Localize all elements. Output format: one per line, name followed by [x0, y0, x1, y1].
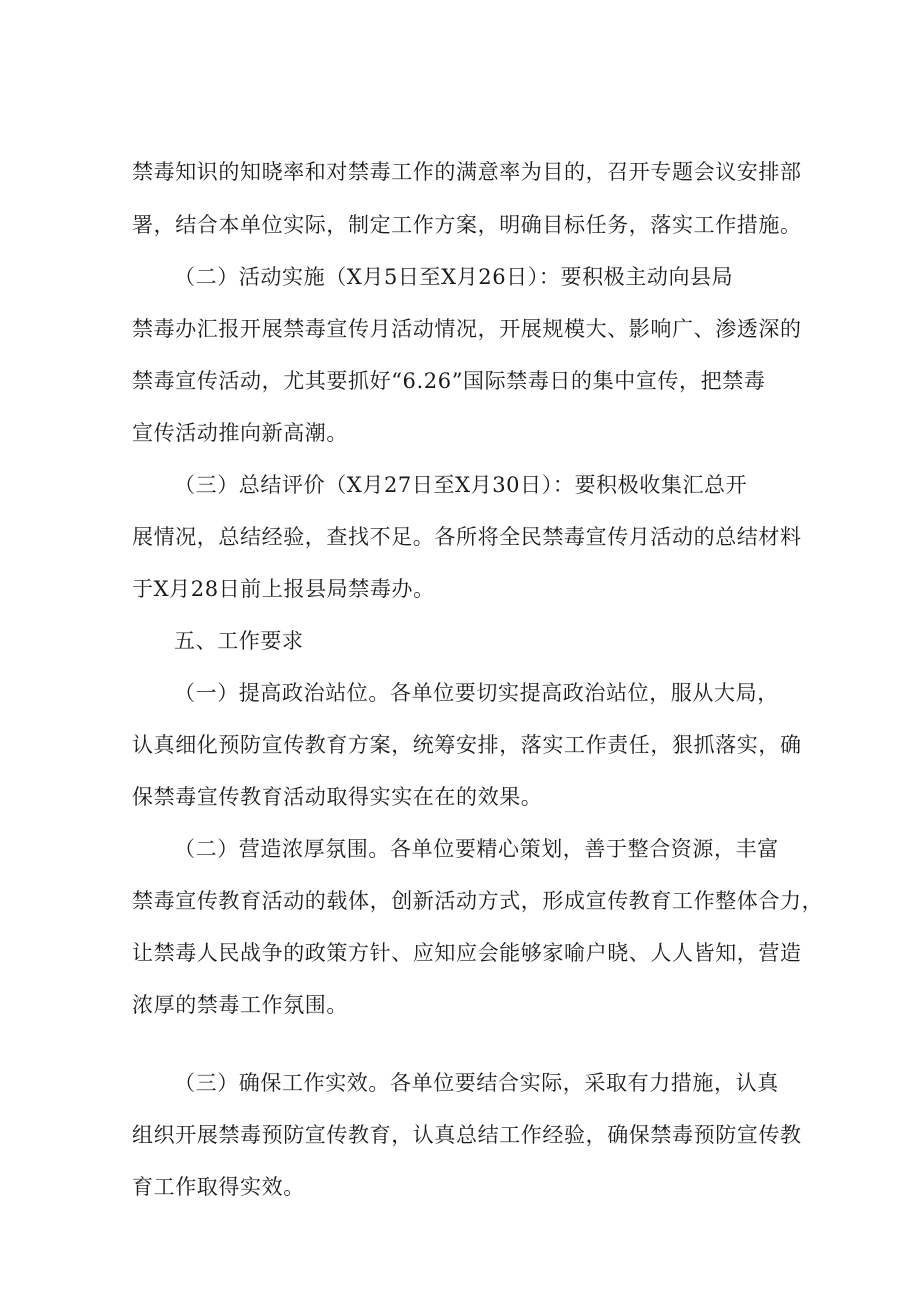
section-5-1-first-line: （一）提高政治站位。各单位要切实提高政治站位，服从大局，	[174, 681, 779, 705]
body-text-line: 组织开展禁毒预防宣传教育，认真总结工作经验，确保禁毒预防宣传教	[132, 1123, 802, 1147]
body-text-line: 展情况，总结经验，查找不足。各所将全民禁毒宣传月活动的总结材料	[132, 525, 802, 549]
body-text-line: 于X月28日前上报县局禁毒办。	[132, 577, 435, 601]
section-5-3-first-line: （三）确保工作实效。各单位要结合实际，采取有力措施，认真	[174, 1071, 779, 1095]
section-2-3-first-line: （三）总结评价（X月27日至X月30日）：要积极收集汇总开	[174, 473, 748, 497]
section-5-2-first-line: （二）营造浓厚氛围。各单位要精心策划，善于整合资源，丰富	[174, 837, 779, 861]
section-2-2-first-line: （二）活动实施（X月5日至X月26日）：要积极主动向县局	[174, 265, 734, 289]
body-text-line: 禁毒宣传教育活动的载体，创新活动方式，形成宣传教育工作整体合力，	[132, 889, 824, 913]
body-text-line: 禁毒办汇报开展禁毒宣传月活动情况，开展规模大、影响广、渗透深的	[132, 317, 802, 341]
body-text-line: 浓厚的禁毒工作氛围。	[132, 993, 348, 1017]
body-text-line: 保禁毒宣传教育活动取得实实在在的效果。	[132, 785, 543, 809]
body-text-line: 禁毒知识的知晓率和对禁毒工作的满意率为目的，召开专题会议安排部	[132, 160, 802, 184]
body-text-line: 育工作取得实效。	[132, 1175, 305, 1199]
body-text-line: 署，结合本单位实际，制定工作方案，明确目标任务，落实工作措施。	[132, 213, 802, 237]
body-text-line: 禁毒宣传活动，尤其要抓好“6.26”国际禁毒日的集中宣传，把禁毒	[132, 369, 766, 393]
body-text-line: 认真细化预防宣传教育方案，统筹安排，落实工作责任，狠抓落实，确	[132, 733, 802, 757]
body-text-line: 让禁毒人民战争的政策方针、应知应会能够家喻户晓、人人皆知，营造	[132, 941, 802, 965]
section-heading-5: 五、工作要求	[174, 629, 304, 653]
body-text-line: 宣传活动推向新高潮。	[132, 421, 348, 445]
